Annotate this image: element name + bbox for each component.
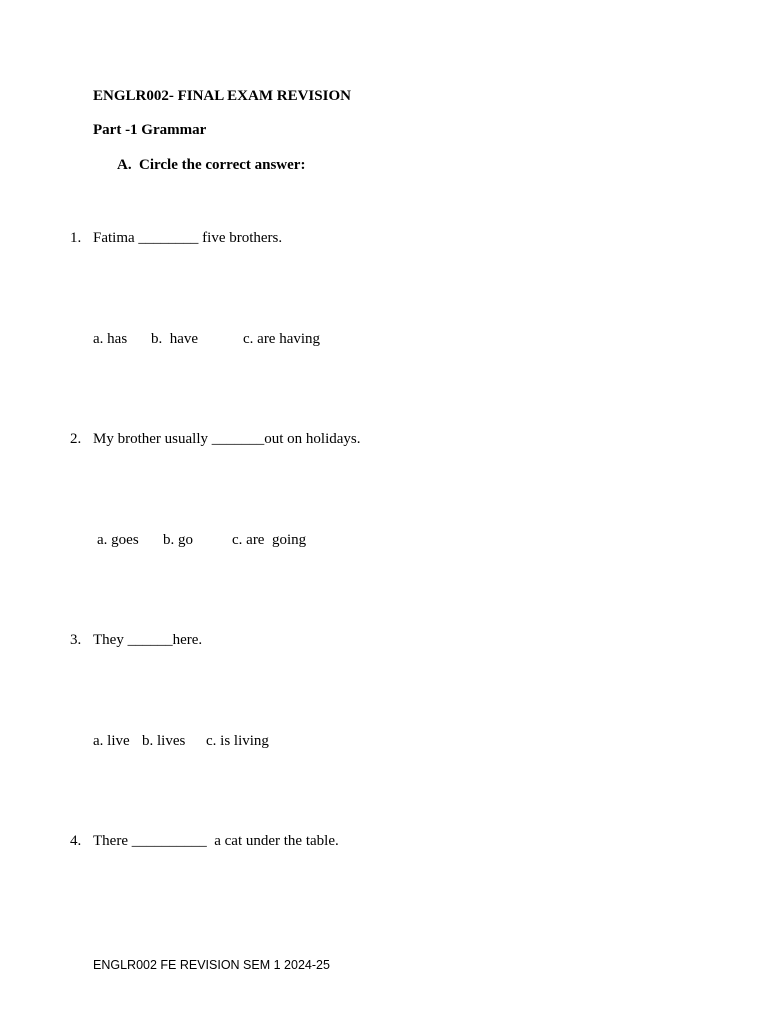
option-a[interactable]: a. goes xyxy=(97,532,139,548)
option-a[interactable]: a. live xyxy=(93,733,130,749)
option-b[interactable]: b. go xyxy=(163,532,193,548)
question-number: 1. xyxy=(70,230,82,246)
option-c[interactable]: c. are going xyxy=(232,532,307,548)
option-c[interactable]: c. is living xyxy=(206,733,269,749)
option-b[interactable]: b. have xyxy=(151,331,199,347)
page-footer: ENGLR002 FE REVISION SEM 1 2024-25 xyxy=(93,958,330,972)
question-number: 2. xyxy=(70,431,82,447)
question-text: They ______here. xyxy=(93,632,203,648)
question-text: My brother usually _______out on holidays. xyxy=(93,431,361,447)
question-number: 3. xyxy=(70,632,82,648)
question-number: 4. xyxy=(70,833,82,849)
section-title: Circle the correct answer: xyxy=(139,157,306,173)
question-text: There __________ a cat under the table. xyxy=(93,833,339,849)
option-a[interactable]: a. has xyxy=(93,331,128,347)
option-b[interactable]: b. lives xyxy=(142,733,186,749)
part-heading: Part -1 Grammar xyxy=(93,122,207,138)
document-title: ENGLR002- FINAL EXAM REVISION xyxy=(93,88,351,104)
option-c[interactable]: c. are having xyxy=(243,331,321,347)
section-label: A. xyxy=(117,157,132,173)
question-text: Fatima ________ five brothers. xyxy=(93,230,283,246)
